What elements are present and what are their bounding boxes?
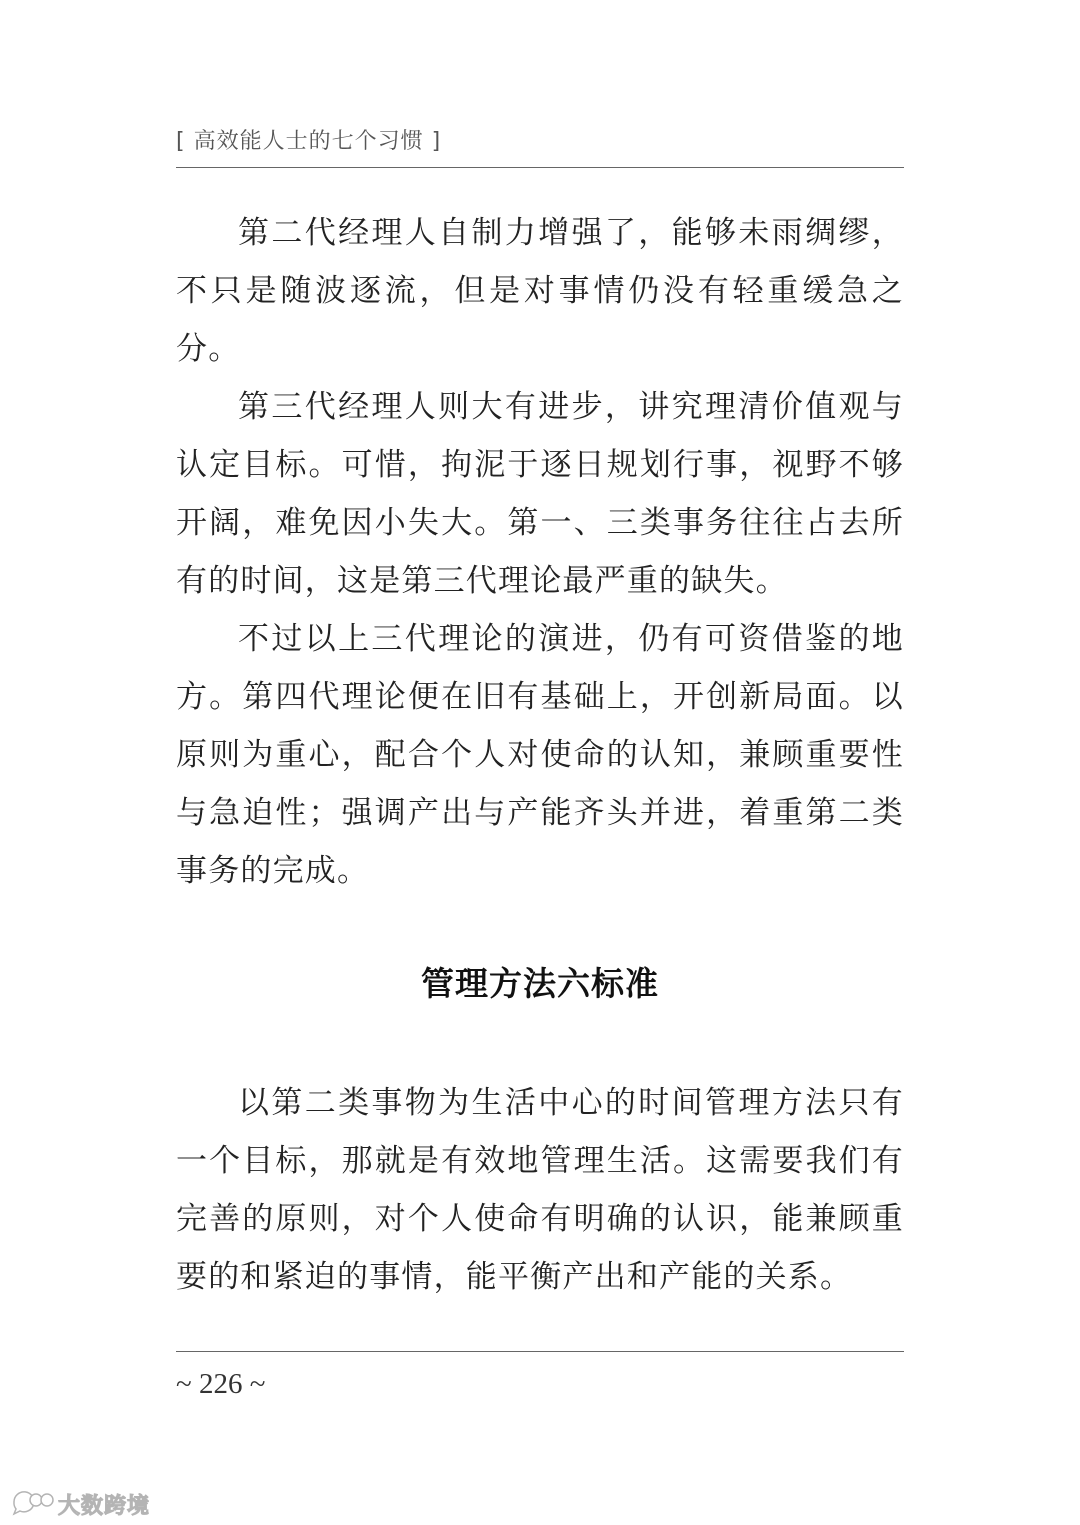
book-title-header: [ 高效能人士的七个习惯 ] [176,129,442,154]
header-divider [176,167,904,168]
paragraph: 不过以上三代理论的演进，仍有可资借鉴的地方。第四代理论便在旧有基础上，开创新局面。以原则为重心，配合个人对使命的认知，兼顾重要性与急迫性；强调产出与产能齐头并进，着重第二类事务的完成。 [176,621,904,889]
body-text-block-2 [176,1074,904,1306]
footer-divider [176,1351,904,1352]
watermark-text: 大数跨境 [58,1494,151,1519]
paragraph: 第三代经理人则大有进步，讲究理清价值观与认定目标。可惜，拘泥于逐日规划行事，视野不够开阔，难免因小失大。第一、三类事务往往占去所有的时间，这是第三代理论最严重的缺失。 [176,389,904,599]
section-heading: 管理方法六标准 [421,964,659,1003]
watermark [10,1488,150,1521]
paragraph: 第二代经理人自制力增强了，能够未雨绸缪，不只是随波逐流，但是对事情仍没有轻重缓急之分。 [176,215,904,367]
speech-bubble-logo-icon [10,1488,54,1521]
body-text-block-1 [176,204,904,900]
paragraph: 以第二类事物为生活中心的时间管理方法只有一个目标，那就是有效地管理生活。这需要我们有完善的原则，对个人使命有明确的认识，能兼顾重要的和紧迫的事情，能平衡产出和产能的关系。 [176,1085,904,1295]
page-number: ~ 226 ~ [176,1368,266,1400]
